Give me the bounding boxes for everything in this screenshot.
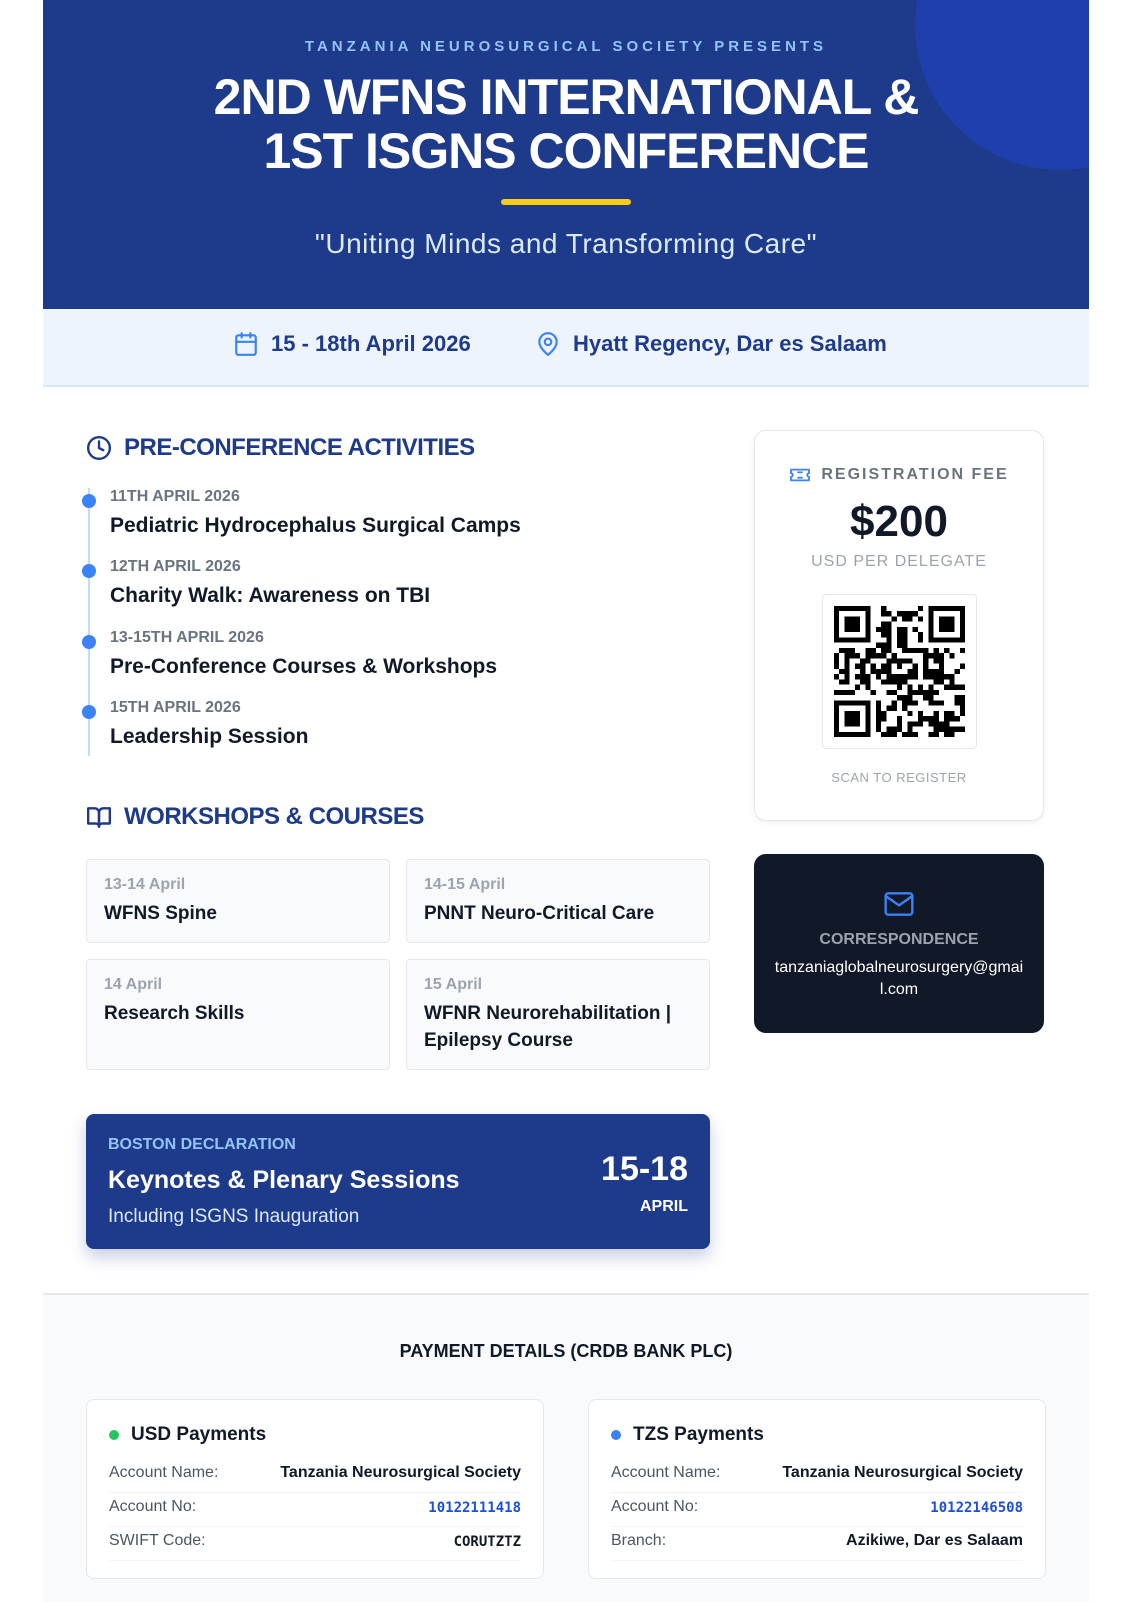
workshop-card <box>86 859 390 943</box>
row-key: Account Name: <box>611 1464 721 1481</box>
timeline-dot <box>82 705 96 719</box>
info-bar <box>43 309 1089 387</box>
mail-icon <box>883 888 915 920</box>
clock-icon <box>86 435 112 461</box>
payment-row <box>611 1458 1023 1493</box>
map-pin-icon <box>535 331 561 357</box>
status-dot <box>109 1430 119 1440</box>
activity-date: 15TH APRIL 2026 <box>110 699 241 716</box>
section-title: PRE-CONFERENCE ACTIVITIES <box>124 434 475 461</box>
correspondence-email[interactable]: tanzaniaglobalneurosurgery@gmail.com <box>774 959 1024 998</box>
conference-flyer <box>43 0 1089 1600</box>
workshop-date: 14 April <box>104 976 163 993</box>
calendar-icon <box>233 331 259 357</box>
keynote-title: Keynotes & Plenary Sessions <box>108 1166 460 1194</box>
payment-row <box>109 1492 521 1527</box>
tzs-payment-card <box>588 1399 1046 1579</box>
ticket-icon <box>789 466 811 484</box>
row-value: Azikiwe, Dar es Salaam <box>846 1532 1023 1549</box>
pre-conference-timeline <box>86 488 686 758</box>
registration-price: $200 <box>850 497 948 546</box>
workshops-heading <box>86 803 424 831</box>
title-line-1: 2ND WFNS INTERNATIONAL & <box>213 69 919 125</box>
keynote-label: BOSTON DECLARATION <box>108 1136 296 1153</box>
row-key: Account No: <box>611 1498 699 1515</box>
payment-row <box>109 1458 521 1493</box>
correspondence-card <box>754 854 1044 1033</box>
payment-row <box>611 1492 1023 1527</box>
row-value: 10122146508 <box>930 1500 1023 1516</box>
keynote-days: 15-18 <box>601 1150 688 1188</box>
workshop-name: PNNT Neuro-Critical Care <box>424 903 655 924</box>
workshop-date: 13-14 April <box>104 876 186 893</box>
price-unit: USD PER DELEGATE <box>811 553 987 570</box>
presenter-line: TANZANIA NEUROSURGICAL SOCIETY PRESENTS <box>304 38 828 55</box>
correspondence-label: CORRESPONDENCE <box>819 931 979 948</box>
timeline-dot <box>82 494 96 508</box>
card-title: USD Payments <box>131 1424 267 1445</box>
qr-code-graphic <box>834 606 965 737</box>
activity-name: Pediatric Hydrocephalus Surgical Camps <box>110 514 521 537</box>
workshop-date: 15 April <box>424 976 483 993</box>
row-value: CORUTZTZ <box>453 1534 521 1550</box>
workshop-name: Research Skills <box>104 1003 245 1024</box>
workshop-card <box>406 859 710 943</box>
event-dates: 15 - 18th April 2026 <box>271 331 471 356</box>
status-dot <box>611 1430 621 1440</box>
activity-name: Leadership Session <box>110 725 309 748</box>
row-value: 10122111418 <box>428 1500 521 1516</box>
row-key: SWIFT Code: <box>109 1532 206 1549</box>
usd-payment-title <box>109 1424 266 1446</box>
keynote-banner <box>86 1114 710 1249</box>
activity-date: 11TH APRIL 2026 <box>110 488 240 505</box>
row-key: Account Name: <box>109 1464 219 1481</box>
venue-info <box>535 331 887 357</box>
title-line-2: 1ST ISGNS CONFERENCE <box>263 123 869 179</box>
activity-date: 12TH APRIL 2026 <box>110 558 241 575</box>
row-value: Tanzania Neurosurgical Society <box>782 1464 1023 1481</box>
workshop-card <box>406 959 710 1070</box>
workshop-name: WFNR Neurorehabilitation | Epilepsy Course <box>424 1003 672 1051</box>
workshop-name: WFNS Spine <box>104 903 217 924</box>
card-title: TZS Payments <box>633 1424 764 1445</box>
section-title: WORKSHOPS & COURSES <box>124 803 424 830</box>
tzs-payment-title <box>611 1424 764 1446</box>
conference-title <box>43 70 1089 178</box>
registration-card <box>754 430 1044 821</box>
workshop-card <box>86 959 390 1070</box>
header-banner <box>43 0 1089 309</box>
qr-code[interactable] <box>822 594 977 749</box>
timeline-dot <box>82 564 96 578</box>
keynote-month: APRIL <box>640 1198 688 1215</box>
workshop-date: 14-15 April <box>424 876 506 893</box>
usd-payment-card <box>86 1399 544 1579</box>
accent-underline <box>501 199 631 205</box>
scan-instruction: SCAN TO REGISTER <box>831 770 967 785</box>
row-key: Branch: <box>611 1532 667 1549</box>
event-venue: Hyatt Regency, Dar es Salaam <box>573 331 887 356</box>
row-value: Tanzania Neurosurgical Society <box>280 1464 521 1481</box>
payment-row <box>611 1526 1023 1561</box>
row-key: Account No: <box>109 1498 197 1515</box>
activity-name: Charity Walk: Awareness on TBI <box>110 584 431 607</box>
book-open-icon <box>86 804 112 830</box>
registration-label <box>755 466 1043 484</box>
payment-section <box>43 1293 1089 1602</box>
activity-name: Pre-Conference Courses & Workshops <box>110 655 498 678</box>
date-info <box>233 331 471 357</box>
tagline: "Uniting Minds and Transforming Care" <box>314 228 818 259</box>
payment-row <box>109 1526 521 1561</box>
keynote-subtitle: Including ISGNS Inauguration <box>108 1206 360 1227</box>
timeline-dot <box>82 635 96 649</box>
registration-label-text: REGISTRATION FEE <box>821 466 1009 483</box>
activity-date: 13-15TH APRIL 2026 <box>110 629 264 646</box>
pre-conference-heading <box>86 434 475 462</box>
payment-heading: PAYMENT DETAILS (CRDB BANK PLC) <box>399 1341 733 1361</box>
